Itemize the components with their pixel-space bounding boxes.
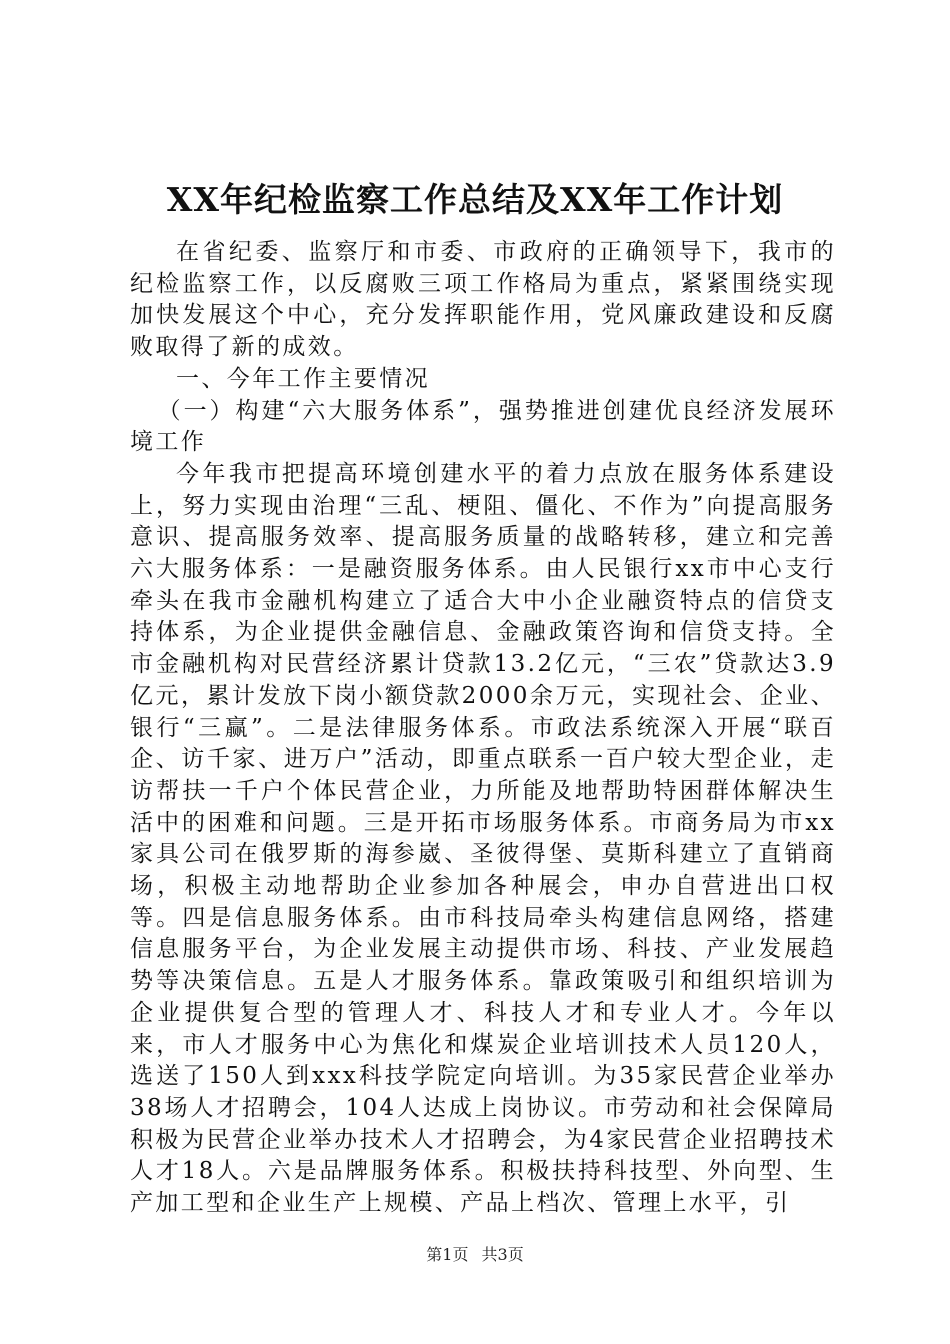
- body-paragraph: 今年我市把提高环境创建水平的着力点放在服务体系建设上，努力实现由治理“三乱、梗阻、僵化、不作为”向提高服务意识、提高服务效率、提高服务质量的战略转移，建立和完善六大服务体系：一是融资服务体系。由人民银行xx市中心支行牵头在我市金融机构建立了适合大中小企业融资特点的信贷支持体系，为企业提供金融信息、金融政策咨询和信贷支持。全市金融机构对民营经济累计贷款13.2亿元，“三农”贷款达3.9亿元，累计发放下岗小额贷款2000余万元，实现社会、企业、银行“三赢”。二是法律服务体系。市政法系统深入开展“联百企、访千家、进万户”活动，即重点联系一百户较大型企业，走访帮扶一千户个体民营企业，力所能及地帮助特困群体解决生活中的困难和问题。三是开拓市场服务体系。市商务局为市xx家具公司在俄罗斯的海参崴、圣彼得堡、莫斯科建立了直销商场，积极主动地帮助企业参加各种展会，申办自营进出口权等。四是信息服务体系。由市科技局牵头构建信息网络，搭建信息服务平台，为企业发展主动提供市场、科技、产业发展趋势等决策信息。五是人才服务体系。靠政策吸引和组织培训为企业提供复合型的管理人才、科技人才和专业人才。今年以来，市人才服务中心为焦化和煤炭企业培训技术人员120人，选送了150人到xxx科技学院定向培训。为35家民营企业举办38场人才招聘会，104人达成上岗协议。市劳动和社会保障局积极为民营企业举办技术人才招聘会，为4家民营企业招聘技术人才18人。六是品牌服务体系。积极扶持科技型、外向型、生产加工型和企业生产上规模、产品上档次、管理上水平，引: [130, 460, 836, 1217]
- section-heading: 一、今年工作主要情况: [176, 365, 430, 392]
- subsection-heading: （一）构建“六大服务体系”，强势推进创建优良经济发展环境工作: [130, 397, 836, 456]
- page-footer: [0, 1245, 950, 1265]
- page-number: 第1页: [426, 1245, 469, 1264]
- document-title: XX年纪检监察工作总结及XX年工作计划: [166, 180, 784, 219]
- intro-paragraph: 在省纪委、监察厅和市委、市政府的正确领导下，我市的纪检监察工作，以反腐败三项工作格局为重点，紧紧围绕实现加快发展这个中心，充分发挥职能作用，党风廉政建设和反腐败取得了新的成效。: [130, 239, 836, 361]
- page-total: 共3页: [481, 1245, 524, 1264]
- document-body: [130, 237, 836, 1220]
